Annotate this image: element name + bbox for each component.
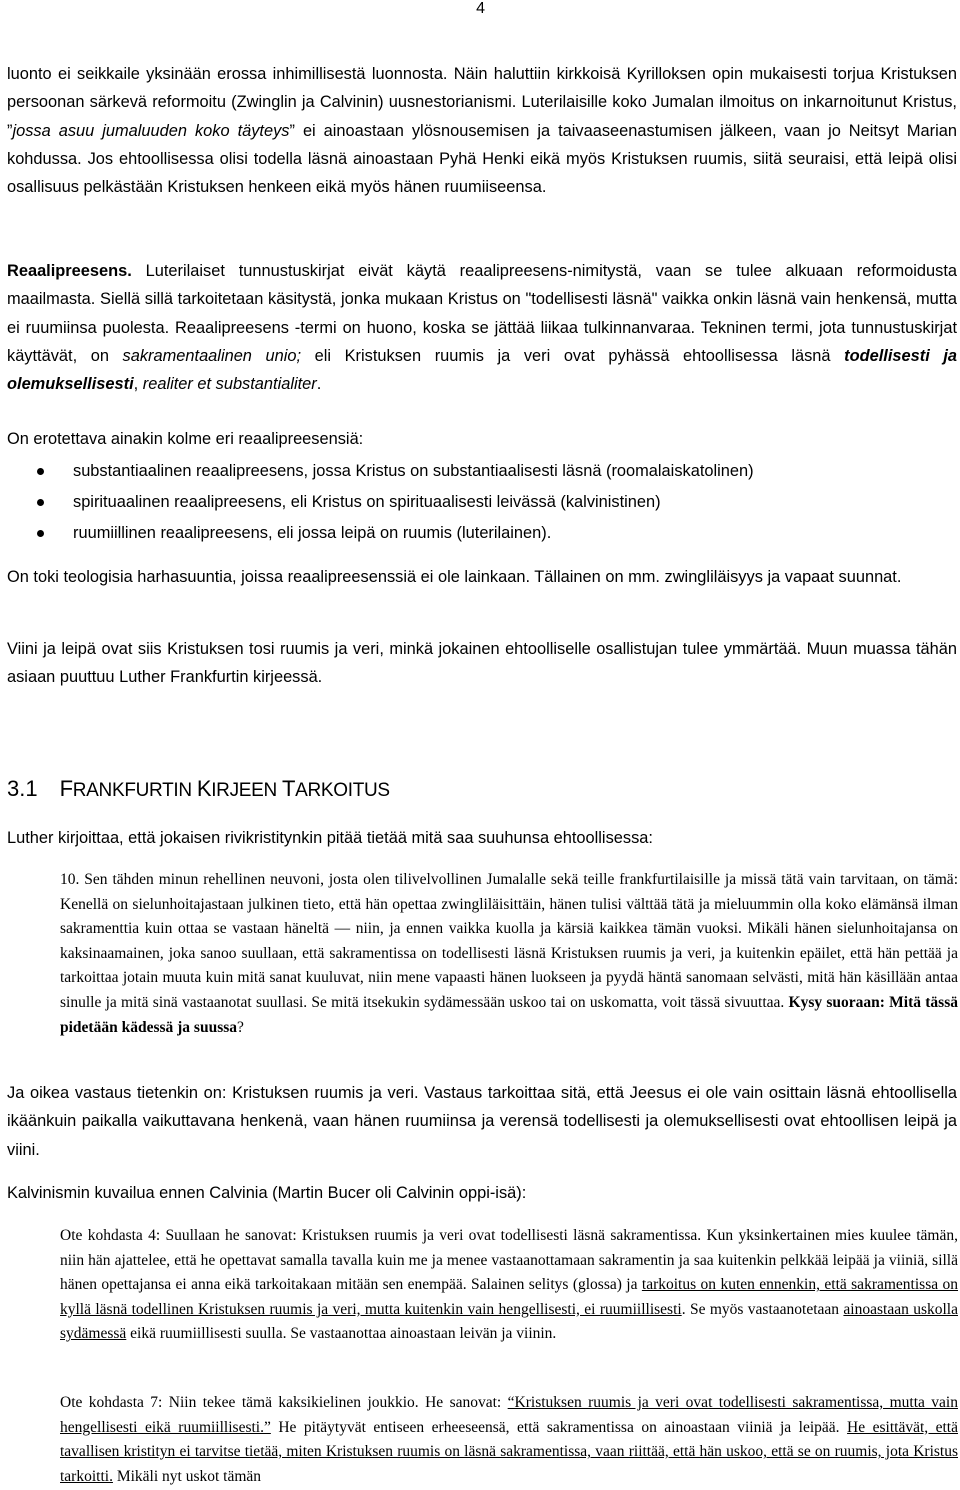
list-item-text: spirituaalinen reaalipreesens, eli Kristus on spirituaalisesti leivässä (kalvinistinen)	[73, 493, 661, 511]
text-run: ” ei ainoastaan ylösnousemisen ja taivaaseenastumisen jälkeen, vaan jo Neitsyt Marian kohdussa. Jos ehtoollisessa olisi todella läsnä ainoastaan Pyhä Henki eikä myös Kristuksen ruumis, siitä seuraisi, että leipä olisi osallisuus pelkästään Kristuksen henkeen eikä myös hänen ruumiiseensa.	[7, 121, 957, 197]
list-item	[7, 518, 957, 549]
italic-term: sakramentaalinen unio;	[122, 346, 302, 365]
quote-end: ?	[237, 1018, 244, 1036]
block-quote-kohta-4	[60, 1224, 958, 1347]
paragraph-intro	[7, 60, 957, 201]
underlined-text: “Kristuksen ruumis ja veri ovat todellisesti sakramentissa, mutta vain hengellisesti eikä ruumiillisesti.”	[60, 1394, 958, 1436]
paragraph-oikea-vastaus: Ja oikea vastaus tietenkin on: Kristuksen ruumis ja veri. Vastaus tarkoittaa sitä, että Jeesus ei ole vain osittain läsnä ehtoollisella ikäänkuin paikalla vaikuttavana henkenä, vaan hänen ruumiinsa ja verensä todellisesti ja olemuksellisesti ovat ehtoollisen leipä ja viini.	[7, 1084, 957, 1159]
section-number: 3.1	[7, 776, 38, 801]
italic-term: realiter et substantialiter	[142, 375, 317, 394]
quote-text: Ote kohdasta 4: Suullaan he sanovat: Kristuksen ruumis ja veri ovat todellisesti läsnä sakramentissa. Kun yksinkertainen mies kuulee tämän, niin hän ajattelee, että he opettavat samalla tavalla kuin me ja menee vastaanottamaan sakramentin ja saa kuitenkin pelkkää leipää ja viiniä, sillä hänen opettajansa ei anna eikä tarkoitakaan mitään sen enempää. Salainen selitys (glossa) ja	[60, 1227, 958, 1294]
bullet-icon	[37, 530, 44, 537]
title-part: ARKOITUS	[295, 780, 390, 801]
underlined-text: He esittävät, että tavallisen kristityn ei tarvitse tietää, miten Kristuksen ruumis on läsnä sakramentissa, vaan riittää, että hän uskoo, että se on ruumis, jota Kristus tarkoitti.	[60, 1418, 958, 1485]
title-char: T	[281, 776, 296, 801]
bullet-icon	[37, 499, 44, 506]
quote-text: . Se myös vastaanotetaan	[681, 1300, 844, 1318]
text-run: eli Kristuksen ruumis ja veri ovat pyhässä ehtoollisessa läsnä	[301, 346, 845, 365]
title-part: IRJEEN	[211, 780, 282, 801]
quote-text: 10. Sen tähden minun rehellinen neuvoni, josta olen tilivelvollinen Jumalalle sekä teille frankfurtilaisille ja missä tätä vain tarvitaan, on tämä: Kenellä on sielunhoitajastaan julkinen tieto, että hän opettaa zwingliläisittäin, hänen tulisi välttää tätä ja mieluummin olla koko elämänsä ilman sakramenttia kuin ottaa se vastaan häneltä — niin, ja ennen vaikka kuolla ja kärsiä kaikkea tämän vuoksi. Mikäli hänen sielunhoitajansa on kaksinaamainen, joka sanoo suullaan, että sakramentissa on todellisesti läsnä Kristuksen ruumis ja veri, ja kuitenkin epäilet, että hän pettää ja tarkoittaa jotain muuta kuin mitä sanat kuuluvat, niin mene vapaasti hänen luokseen ja pyydä häntä sanomaan selvästi, mitä hän käsillään antaa sinulle ja mitä sinä vastaanotat suullasi. Se mitä itsekukin sydämessään uskoo tai on uskomatta, voit tässä sivuuttaa.	[60, 871, 958, 1011]
paragraph-luther-kirjoittaa: Luther kirjoittaa, että jokaisen rivikristitynkin pitää tietää mitä saa suuhunsa ehtoollisessa:	[7, 829, 653, 847]
quote-text: He pitäytyvät entiseen erheeseensä, että sakramentissa on ainoastaan viiniä ja leipää.	[270, 1418, 848, 1436]
title-char: F	[59, 776, 73, 801]
paragraph-harhasuunnat: On toki teologisia harhasuuntia, joissa reaalipreesenssiä ei ole lainkaan. Tällainen on mm. zwingliläisyys ja vapaat suunnat.	[7, 568, 902, 586]
text-run: Luterilaiset tunnustuskirjat eivät käytä reaalipreesens-nimitystä, vaan se tulee alkuaan reformoidusta maailmasta. Siellä sillä tarkoitetaan käsitystä, jonka mukaan Kristus on "todellisesti läsnä" vaikka onkin läsnä vain henkensä, mutta ei ruumiinsa puolesta. Reaalipreesens -termi on huono, koska se jättää liikaa tulkinnanvaraa. Tekninen termi, jota tunnustuskirjat käyttävät, on	[7, 262, 957, 365]
text-run: .	[316, 375, 322, 394]
section-heading	[7, 776, 390, 802]
paragraph-three-kinds: On erotettava ainakin kolme eri reaalipreesensiä:	[7, 430, 364, 448]
bold-italic-term: todellisesti ja olemuksellisesti	[7, 346, 957, 394]
list-item-text: ruumiillinen reaalipreesens, eli jossa leipä on ruumis (luterilainen).	[73, 524, 552, 542]
section-title	[59, 776, 390, 801]
underlined-text: tarkoitus on kuten ennenkin, että sakramentissa on kyllä läsnä todellinen Kristuksen ruumis ja veri, mutta kuitenkin vain hengellisesti, ei ruumiillisesti	[60, 1276, 959, 1318]
quote-text: Mikäli nyt uskot tämän	[112, 1467, 262, 1485]
underlined-text: ainoastaan uskolla sydämessä	[60, 1300, 958, 1343]
quote-bold: Kysy suoraan: Mitä tässä pidetään kädessä ja suussa	[60, 993, 958, 1036]
title-char: K	[196, 776, 212, 801]
quote-text: eikä ruumiillisesti suulla. Se vastaanottaa ainoastaan leivän ja viinin.	[126, 1325, 557, 1343]
text-run: luonto ei seikkaile yksinään erossa inhimillisestä luonnosta. Näin haluttiin kirkkoisä Kyrilloksen opin mukaisesti torjua Kristuksen persoonan särkevä reformoitu (Zwinglin ja Calvinin) uusnestorianismi. Luterilaisille koko Jumalan ilmoitus on inkarnoitunut Kristus, ”	[7, 65, 957, 140]
paragraph-viini-leipa: Viini ja leipä ovat siis Kristuksen tosi ruumis ja veri, minkä jokainen ehtoolliselle osallistujan tulee ymmärtää. Muun muassa tähän asiaan puuttuu Luther Frankfurtin kirjeessä.	[7, 640, 957, 687]
title-part: RANKFURTIN	[72, 780, 197, 801]
page-number: 4	[476, 0, 485, 17]
list-item	[7, 487, 957, 518]
list-item	[7, 456, 957, 487]
italic-quote: jossa asuu jumaluuden koko täyteys	[12, 121, 290, 140]
paragraph-kalvinismi: Kalvinismin kuvailua ennen Calvinia (Martin Bucer oli Calvinin oppi-isä):	[7, 1184, 527, 1202]
quote-text: Ote kohdasta 7: Niin tekee tämä kaksikielinen joukkio. He sanovat:	[60, 1394, 508, 1411]
bullet-icon	[37, 468, 44, 475]
paragraph-reaalipreesens	[7, 257, 957, 398]
text-run: ,	[133, 375, 143, 394]
block-quote-kohta-7	[60, 1391, 958, 1489]
list-item-text: substantiaalinen reaalipreesens, jossa Kristus on substantiaalisesti läsnä (roomalaiskatolinen)	[73, 462, 754, 480]
bold-lead: Reaalipreesens.	[7, 262, 132, 280]
block-quote-luther	[60, 868, 958, 1040]
bullet-list	[7, 456, 957, 549]
